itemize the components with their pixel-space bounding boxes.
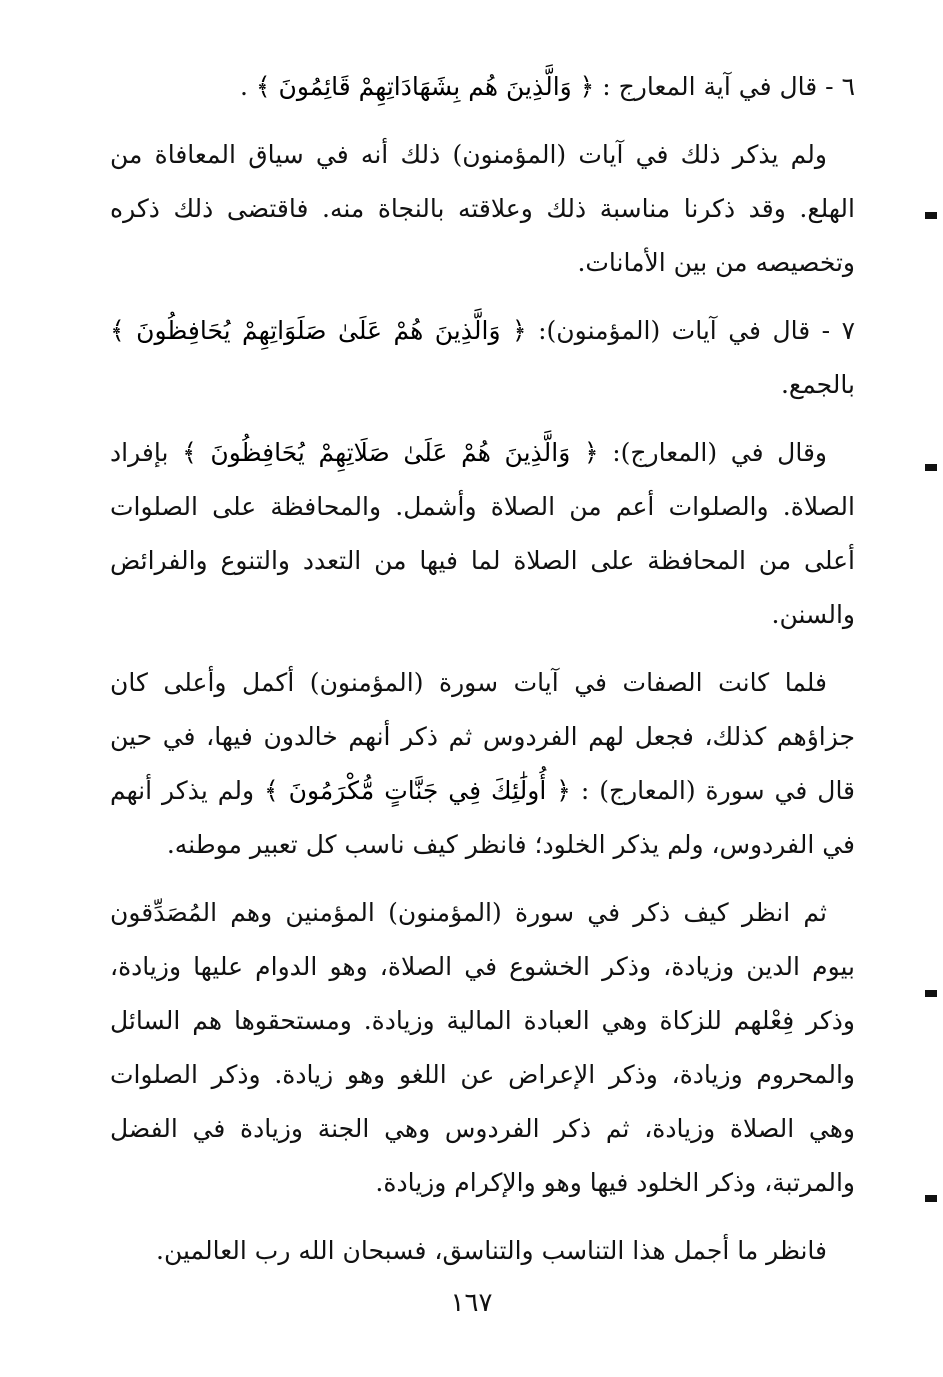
para-text: بالجمع. bbox=[780, 370, 855, 399]
margin-mark bbox=[925, 990, 937, 997]
paragraph: ثم انظر كيف ذكر في سورة (المؤمنون) المؤمنين وهم المُصَدِّقون بيوم الدين وزيادة، وذكر الخشوع في الصلاة، وهو الدوام عليها وزيادة، وذكر فِعْلهم للزكاة وهي العبادة المالية وزيادة. ومستحقوها هم السائل والمحروم وزيادة، وذكر الإعراض عن اللغو وهو زيادة. وذكر الصلوات وهي الصلاة وزيادة، ثم ذكر الفردوس وهي الجنة وزيادة في الفضل والمرتبة، وذكر الخلود فيها وهو والإكرام وزيادة. bbox=[110, 898, 855, 1197]
quran-verse: ﴿ وَالَّذِينَ هُمْ عَلَىٰ صَلَوَاتِهِمْ يُحَافِظُونَ ﴾ bbox=[110, 316, 527, 345]
paragraph bbox=[110, 426, 855, 642]
quran-verse: ﴿ وَالَّذِينَ هُمْ عَلَىٰ صَلَاتِهِمْ يُحَافِظُونَ ﴾ bbox=[182, 438, 599, 467]
paragraph-7-heading bbox=[110, 304, 855, 412]
paragraph-conclusion: فانظر ما أجمل هذا التناسب والتناسق، فسبحان الله رب العالمين. bbox=[156, 1236, 827, 1265]
margin-mark bbox=[925, 212, 937, 219]
para-text: ٧ - قال في آيات (المؤمنون): bbox=[526, 316, 856, 345]
paragraph: ولم يذكر ذلك في آيات (المؤمنون) ذلك أنه في سياق المعافاة من الهلع. وقد ذكرنا مناسبة ذلك وعلاقته بالنجاة منه. فاقتضى ذلك ذكره وتخصيصه من بين الأمانات. bbox=[110, 140, 855, 277]
para-text: ٦ - قال في آية المعارج : bbox=[594, 72, 855, 101]
para-text: ولم يذكر أنهم في الفردوس، ولم يذكر الخلود؛ فانظر كيف ناسب كل تعبير موطنه. bbox=[110, 776, 855, 859]
quran-verse: ﴿ أُولَٰئِكَ فِي جَنَّاتٍ مُّكْرَمُونَ ﴾ bbox=[264, 776, 571, 805]
para-text: وقال في (المعارج): bbox=[598, 438, 827, 467]
page-number: ١٦٧ bbox=[450, 1288, 493, 1318]
quran-verse: ﴿ وَالَّذِينَ هُم بِشَهَادَاتِهِمْ قَائِمُونَ ﴾ bbox=[255, 72, 595, 101]
para-text: بإفراد الصلاة. والصلوات أعم من الصلاة وأشمل. والمحافظة على الصلوات أعلى من المحافظة على الصلاة لما فيها من التعدد والتنوع والفرائض والسنن. bbox=[110, 438, 855, 629]
margin-mark bbox=[925, 1195, 937, 1202]
para-text: فلما كانت الصفات في آيات سورة (المؤمنون) أكمل وأعلى كان جزاؤهم كذلك، فجعل لهم الفردوس ثم ذكر أنهم خالدون فيها، في حين قال في سورة (المعارج) : bbox=[110, 668, 856, 805]
page-body bbox=[110, 60, 855, 1278]
para-text: . bbox=[239, 72, 256, 101]
paragraph bbox=[110, 656, 855, 872]
margin-mark bbox=[925, 464, 937, 471]
paragraph-6-heading bbox=[110, 60, 855, 114]
